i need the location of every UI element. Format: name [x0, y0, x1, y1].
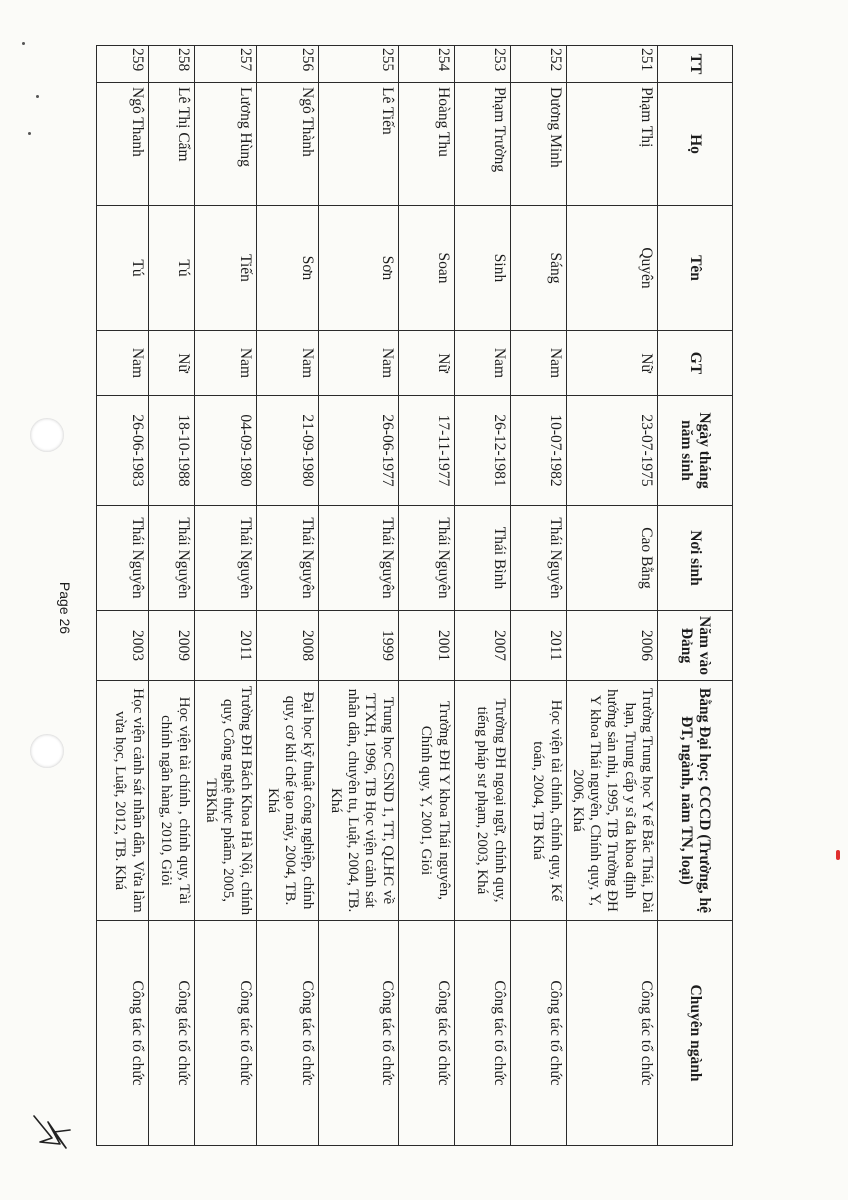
- cell-gt: Nam: [256, 331, 318, 396]
- cell-ten: Quyên: [566, 206, 657, 331]
- cell-party: 2008: [256, 611, 318, 681]
- cell-pob: Cao Bằng: [566, 506, 657, 611]
- table-row: [510, 46, 566, 1146]
- cell-dob: 21-09-1980: [256, 396, 318, 506]
- cell-dob: 26-06-1983: [96, 396, 148, 506]
- cell-party: 2007: [454, 611, 510, 681]
- cell-party: 1999: [318, 611, 398, 681]
- cell-major: Công tác tổ chức: [566, 921, 657, 1146]
- header-ho: Họ: [658, 83, 733, 206]
- cell-party: 2006: [566, 611, 657, 681]
- cell-ho: Phạm Thị: [566, 83, 657, 206]
- cell-dob: 17-11-1977: [398, 396, 454, 506]
- table-header-row: [658, 46, 733, 1146]
- rotated-table-container: [113, 45, 733, 1145]
- cell-ten: Sơn: [318, 206, 398, 331]
- signature-mark: [30, 1108, 76, 1154]
- header-dob: Ngày tháng năm sinh: [658, 396, 733, 506]
- cell-tt: 257: [194, 46, 256, 83]
- cell-gt: Nữ: [566, 331, 657, 396]
- cell-ten: Tú: [96, 206, 148, 331]
- cell-pob: Thái Nguyên: [510, 506, 566, 611]
- cell-pob: Thái Nguyên: [148, 506, 194, 611]
- cell-edu: Học viện tài chính , chính quy, Tài chính ngân hàng, 2010, Giỏi: [148, 681, 194, 921]
- cell-pob: Thái Nguyên: [194, 506, 256, 611]
- cell-tt: 258: [148, 46, 194, 83]
- cell-edu: Trung học CSND 1, TT, QLHC về TTXH, 1996, TB Học viện cảnh sát nhân dân, chuyên tu, Luật, 2004, TB. Khá: [318, 681, 398, 921]
- cell-major: Công tác tổ chức: [398, 921, 454, 1146]
- scan-speck: [22, 42, 25, 45]
- cell-ho: Ngô Thanh: [96, 83, 148, 206]
- cell-major: Công tác tổ chức: [510, 921, 566, 1146]
- header-edu: Bằng Đại học; CCCD (Trường, hệ ĐT, ngành, năm TN, loại): [658, 681, 733, 921]
- cell-dob: 23-07-1975: [566, 396, 657, 506]
- cell-ho: Lương Hùng: [194, 83, 256, 206]
- cell-ten: Soan: [398, 206, 454, 331]
- cell-dob: 04-09-1980: [194, 396, 256, 506]
- cell-edu: Trường ĐH ngoại ngữ, chính quy, tiếng pháp sư phạm, 2003, Khá: [454, 681, 510, 921]
- cell-ho: Dương Minh: [510, 83, 566, 206]
- cell-party: 2001: [398, 611, 454, 681]
- cell-party: 2011: [510, 611, 566, 681]
- table-row: [454, 46, 510, 1146]
- cell-gt: Nữ: [398, 331, 454, 396]
- header-ten: Tên: [658, 206, 733, 331]
- cell-edu: Học viện cảnh sát nhân dân, Vừa làm vừa học, Luật, 2012, TB. Khá: [96, 681, 148, 921]
- cell-dob: 18-10-1988: [148, 396, 194, 506]
- punch-hole-bottom: [30, 734, 64, 768]
- header-tt: TT: [658, 46, 733, 83]
- cell-gt: Nam: [454, 331, 510, 396]
- scan-speck: [28, 132, 31, 135]
- cell-tt: 256: [256, 46, 318, 83]
- cell-major: Công tác tổ chức: [256, 921, 318, 1146]
- staff-table: [96, 45, 733, 1146]
- cell-major: Công tác tổ chức: [148, 921, 194, 1146]
- table-row: [318, 46, 398, 1146]
- cell-edu: Trường Trung học Y tế Bắc Thái, Dài hạn, Trung cấp y sĩ đa khoa định hướng sản nhi, 1995, TB Trường ĐH Y khoa Thái nguyên, Chính quy, Y, 2006, Khá: [566, 681, 657, 921]
- cell-pob: Thái Bình: [454, 506, 510, 611]
- cell-gt: Nam: [510, 331, 566, 396]
- header-gt: GT: [658, 331, 733, 396]
- cell-gt: Nam: [318, 331, 398, 396]
- cell-edu: Trường ĐH Bách Khoa Hà Nội, chính quy, Công nghệ thực phẩm, 2005, TBKhá: [194, 681, 256, 921]
- cell-ten: Sinh: [454, 206, 510, 331]
- cell-ten: Tiến: [194, 206, 256, 331]
- cell-ho: Ngô Thành: [256, 83, 318, 206]
- cell-tt: 252: [510, 46, 566, 83]
- cell-edu: Đại học kỹ thuật công nghiệp, chính quy, cơ khí chế tạo máy, 2004, TB. Khá: [256, 681, 318, 921]
- cell-party: 2009: [148, 611, 194, 681]
- cell-edu: Trường ĐH Y khoa Thái nguyên, Chính quy, Y, 2001, Giỏi: [398, 681, 454, 921]
- table-row: [256, 46, 318, 1146]
- table-row: [96, 46, 148, 1146]
- cell-edu: Học viện tài chính, chính quy, Kế toán, 2004, TB Khá: [510, 681, 566, 921]
- table-row: [148, 46, 194, 1146]
- cell-ho: Lê Tiến: [318, 83, 398, 206]
- cell-gt: Nữ: [148, 331, 194, 396]
- cell-dob: 26-12-1981: [454, 396, 510, 506]
- cell-ten: Tú: [148, 206, 194, 331]
- cell-pob: Thái Nguyên: [96, 506, 148, 611]
- table-row: [194, 46, 256, 1146]
- cell-party: 2003: [96, 611, 148, 681]
- cell-tt: 255: [318, 46, 398, 83]
- cell-gt: Nam: [194, 331, 256, 396]
- cell-ho: Lê Thị Cẩm: [148, 83, 194, 206]
- cell-party: 2011: [194, 611, 256, 681]
- cell-dob: 10-07-1982: [510, 396, 566, 506]
- cell-ten: Sáng: [510, 206, 566, 331]
- cell-tt: 253: [454, 46, 510, 83]
- red-stamp-mark: [836, 850, 840, 860]
- cell-gt: Nam: [96, 331, 148, 396]
- header-major: Chuyên ngành: [658, 921, 733, 1146]
- cell-major: Công tác tổ chức: [454, 921, 510, 1146]
- page-number: Page 26: [57, 581, 73, 635]
- cell-major: Công tác tổ chức: [194, 921, 256, 1146]
- cell-pob: Thái Nguyên: [398, 506, 454, 611]
- cell-tt: 254: [398, 46, 454, 83]
- punch-hole-top: [30, 418, 64, 452]
- cell-ten: Sơn: [256, 206, 318, 331]
- cell-pob: Thái Nguyên: [256, 506, 318, 611]
- cell-dob: 26-06-1977: [318, 396, 398, 506]
- cell-tt: 251: [566, 46, 657, 83]
- cell-tt: 259: [96, 46, 148, 83]
- cell-ho: Hoàng Thu: [398, 83, 454, 206]
- scan-speck: [36, 95, 39, 98]
- cell-major: Công tác tổ chức: [318, 921, 398, 1146]
- table-row: [398, 46, 454, 1146]
- header-pob: Nơi sinh: [658, 506, 733, 611]
- cell-major: Công tác tổ chức: [96, 921, 148, 1146]
- header-party: Năm vào Đảng: [658, 611, 733, 681]
- cell-ho: Phạm Trường: [454, 83, 510, 206]
- cell-pob: Thái Nguyên: [318, 506, 398, 611]
- table-row: [566, 46, 657, 1146]
